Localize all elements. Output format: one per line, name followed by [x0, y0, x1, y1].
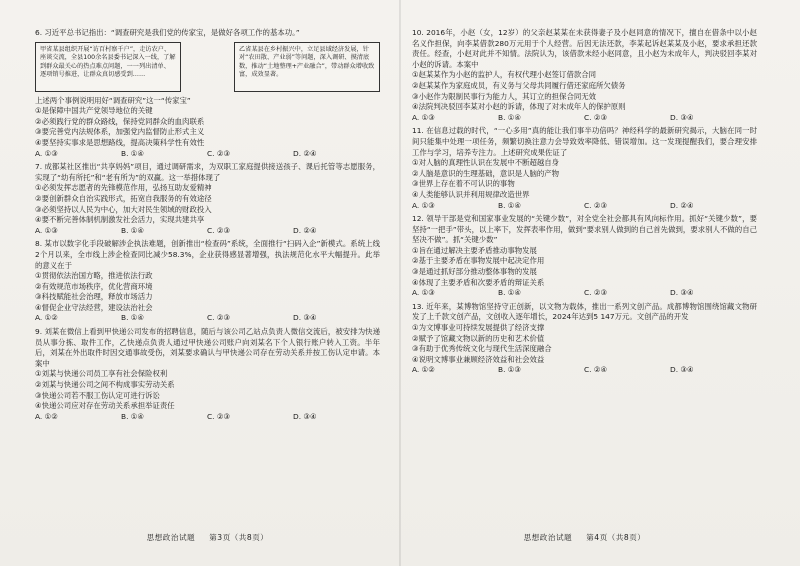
answer-c: C. ②③	[584, 112, 608, 122]
answer-a: A. ①③	[35, 225, 58, 235]
page-footer-left	[35, 532, 380, 543]
option-1: ①对人脑的真理性认识在发展中不断超越自身	[412, 158, 560, 168]
option-2: ②必须践行党的群众路线，保持党同群众的血肉联系	[35, 116, 205, 126]
answer-c: C. ②③	[207, 225, 231, 235]
question-stem: 6. 习近平总书记指出：“调查研究是我们党的传家宝，是做好各项工作的基本功。”	[35, 28, 300, 37]
answer-c: C. ②③	[584, 200, 608, 210]
question-9	[35, 327, 380, 422]
answer-a: A. ①③	[412, 288, 435, 298]
answer-a: A. ①③	[412, 200, 435, 210]
answer-a: A. ①②	[35, 313, 58, 323]
option-2: ②基于主要矛盾在事物发展中起决定作用	[412, 256, 545, 266]
option-3: ③世界上存在着不可认识的事物	[412, 179, 515, 189]
option-2: ②赵某某作为家庭成员，有义务与父母共同履行借还家庭所欠债务	[412, 80, 626, 90]
case-boxes	[35, 42, 380, 92]
question-stem: 11. 在信息过载的时代，“一心多用”真的能让我们事半功倍吗？神经科学的最新研究揭示，大脑在同一时间只能集中处理一项任务，频繁切换注意力会导致效率降低、错误增加。这一发现提醒我们，要合理安排工作与学习，培养专注力。上述研究成果佐证了	[412, 126, 757, 157]
question-8	[35, 239, 380, 324]
option-3: ③要完善党内法规体系，加强党内监督防止形式主义	[35, 127, 205, 137]
option-4: ④快递公司应对存在劳动关系承担举证责任	[35, 401, 175, 411]
question-12	[412, 214, 757, 299]
answer-b: B. ①④	[498, 112, 522, 122]
answer-d: D. ③④	[293, 313, 317, 323]
answer-c: C. ②③	[207, 411, 231, 421]
answer-b: B. ①④	[121, 411, 145, 421]
option-3: ③快递公司若不服工伤认定可进行诉讼	[35, 390, 160, 400]
option-1: ①为文博事业可持续发展提供了经济支撑	[412, 323, 545, 333]
option-1: ①贯彻依法治国方略，推进依法行政	[35, 271, 153, 281]
question-6	[35, 28, 380, 159]
answer-c: C. ②③	[207, 313, 231, 323]
option-2: ②要创新群众自治实践形式，拓宽自我服务的有效途径	[35, 193, 212, 203]
option-1: ①赵某某作为小赵的监护人，有权代理小赵签订借款合同	[412, 70, 597, 80]
page-footer-right	[412, 532, 757, 543]
footer-page-number: 第3页（共8页）	[209, 533, 269, 542]
question-stem: 13. 近年来，某博物馆坚持守正创新，以文物为载体，推出一系列文创产品。成都博物馆围绕馆藏文物研发了上千款文创产品，文创收入逐年增长，2024年达到5 147万元。文创产品的开发	[412, 301, 757, 322]
question-stem: 8. 某市以数字化手段破解涉企执法难题，创新推出“检查码”系统，全面推行“扫码入企”新模式。系统上线2个月以来，全市线上涉企检查同比减少58.3%，企业获得感显著增强，执法规范化水平大幅提升。此举的意义在于	[35, 239, 380, 270]
answer-b: B. ①④	[121, 148, 145, 158]
answer-a: A. ①②	[412, 365, 435, 375]
question-7	[35, 162, 380, 236]
answer-b: B. ①④	[121, 313, 145, 323]
answer-c: C. ②③	[584, 288, 608, 298]
option-4: ④体现了主要矛盾和次要矛盾的辩证关系	[412, 277, 545, 287]
option-3: ③有助于优秀传统文化与现代生活深度融合	[412, 344, 552, 354]
answer-choices	[35, 226, 380, 237]
answer-choices	[35, 313, 380, 324]
answer-choices	[412, 201, 757, 212]
option-1: ①刘某与快递公司员工享有社会保险权利	[35, 369, 168, 379]
answer-a: A. ①③	[35, 148, 58, 158]
option-3: ③是通过抓好部分推动整体事物的发展	[412, 267, 537, 277]
answer-choices	[412, 288, 757, 299]
answer-d: D. ③④	[670, 288, 694, 298]
question-11	[412, 126, 757, 211]
answer-choices	[35, 412, 380, 423]
answer-choices	[412, 365, 757, 376]
option-4: ④法院判决驳回李某对小赵的诉请，体现了对未成年人的保护原则	[412, 102, 626, 112]
footer-page-number: 第4页（共8页）	[586, 533, 646, 542]
answer-b: B. ①③	[498, 365, 522, 375]
answer-c: C. ②④	[584, 365, 608, 375]
question-sub-stem: 上述两个事例说明用好“调查研究”这一“传家宝”	[35, 95, 191, 105]
option-1: ①是保障中国共产党领导地位的关键	[35, 106, 153, 116]
answer-choices	[35, 149, 380, 160]
answer-d: D. ②④	[293, 148, 317, 158]
answer-a: A. ①②	[35, 411, 58, 421]
option-3: ③小赵作为限制民事行为能力人，其订立的担保合同无效	[412, 91, 597, 101]
footer-title: 思想政治试题	[523, 533, 573, 542]
answer-d: D. ②④	[670, 200, 694, 210]
answer-c: C. ②③	[207, 148, 231, 158]
answer-choices	[412, 113, 757, 124]
page-fold	[399, 0, 401, 566]
option-4: ④要坚持实事求是思想路线，提高决策科学性有效性	[35, 137, 205, 147]
answer-d: D. ②④	[293, 225, 317, 235]
answer-b: B. ①④	[498, 288, 522, 298]
page-4	[412, 28, 757, 379]
answer-d: D. ③④	[293, 411, 317, 421]
option-1: ①必须发挥志愿者的先锋模范作用，弘扬互助友爱精神	[35, 183, 212, 193]
footer-title: 思想政治试题	[146, 533, 196, 542]
option-3: ③必须坚持以人民为中心，加大对民生领域的财政投入	[35, 204, 212, 214]
option-2: ②赋予了馆藏文物以新的历史和艺术价值	[412, 333, 545, 343]
answer-d: D. ③④	[670, 112, 694, 122]
option-4: ④说明文博事业兼顾经济效益和社会效益	[412, 354, 545, 364]
option-1: ①旨在通过解决主要矛盾推动事物发展	[412, 245, 537, 255]
question-stem: 7. 成都某社区推出“共享妈妈”项目，通过调研需求，为双职工家庭提供接送孩子、课后托管等志愿服务，实现了“幼有所托”和“老有所为”的双赢。这一举措体现了	[35, 162, 380, 182]
option-4: ④要不断完善体制机制激发社会活力，实现共建共享	[35, 215, 205, 225]
question-13	[412, 302, 757, 376]
option-2: ②刘某与快递公司之间不构成事实劳动关系	[35, 380, 175, 390]
case-box-a: 甲省某县组织开展“访百村察千户”，走访农户、座谈交流，全县100余名县委书记深入一线，了解到群众最关心的热点难点问题，一一列出清单、逐项销号推进，让群众真切感受到……	[35, 42, 181, 92]
option-4: ④督促企业守法经营，建设法治社会	[35, 302, 153, 312]
option-4: ④人类能够认识并利用规律改造世界	[412, 189, 530, 199]
option-3: ③科技赋能社会治理，释放市场活力	[35, 292, 153, 302]
page-3	[35, 28, 380, 425]
answer-b: B. ①④	[498, 200, 522, 210]
question-stem: 9. 刘某在微信上看到甲快递公司发布的招聘信息，随后与该公司乙站点负责人微信交流后，被安排为快递员从事分拣、取件工作，乙快递点负责人通过甲快递公司账户向刘某名下个人银行账户转入工资。半年后，刘某在外出取件时因交通事故受伤，刘某要求确认与甲快递公司存在劳动关系并按工伤认定申请。本案中	[35, 327, 380, 368]
answer-a: A. ①③	[412, 112, 435, 122]
option-2: ②人脑是意识的生理基础，意识是人脑的产物	[412, 168, 560, 178]
answer-d: D. ③④	[670, 365, 694, 375]
answer-b: B. ①④	[121, 225, 145, 235]
option-2: ②有效规范市场秩序，优化营商环境	[35, 281, 153, 291]
question-stem: 12. 领导干部是党和国家事业发展的“关键少数”，对全党全社会都具有风向标作用。抓好“关键少数”，要坚持“一把手”带头，以上率下，发挥表率作用，做到“要求别人做到的自己首先做到，要求别人不做的自己坚决不做”。抓“关键少数”	[412, 214, 757, 245]
question-stem: 10. 2016年，小赵（女，12岁）的父亲赵某某在未获得妻子及小赵同意的情况下，擅自在借条中以小赵名义作担保，向李某借款280万元用于个人经营。后因无法还款，李某起诉赵某某及小赵，要求承担还款责任。经查，小赵对此并不知情。法院认为，该借款未经小赵同意，且小赵为未成年人，判决驳回李某对小赵的诉请。本案中	[412, 28, 757, 69]
question-10	[412, 28, 757, 123]
case-box-b: 乙省某县在乡村振兴中，立足县域经济发展，针对“农田散、产业弱”等问题，深入调研、摸清底数，推动“土地整理+产业融合”，带动群众增收致富，成效显著。	[234, 42, 380, 92]
